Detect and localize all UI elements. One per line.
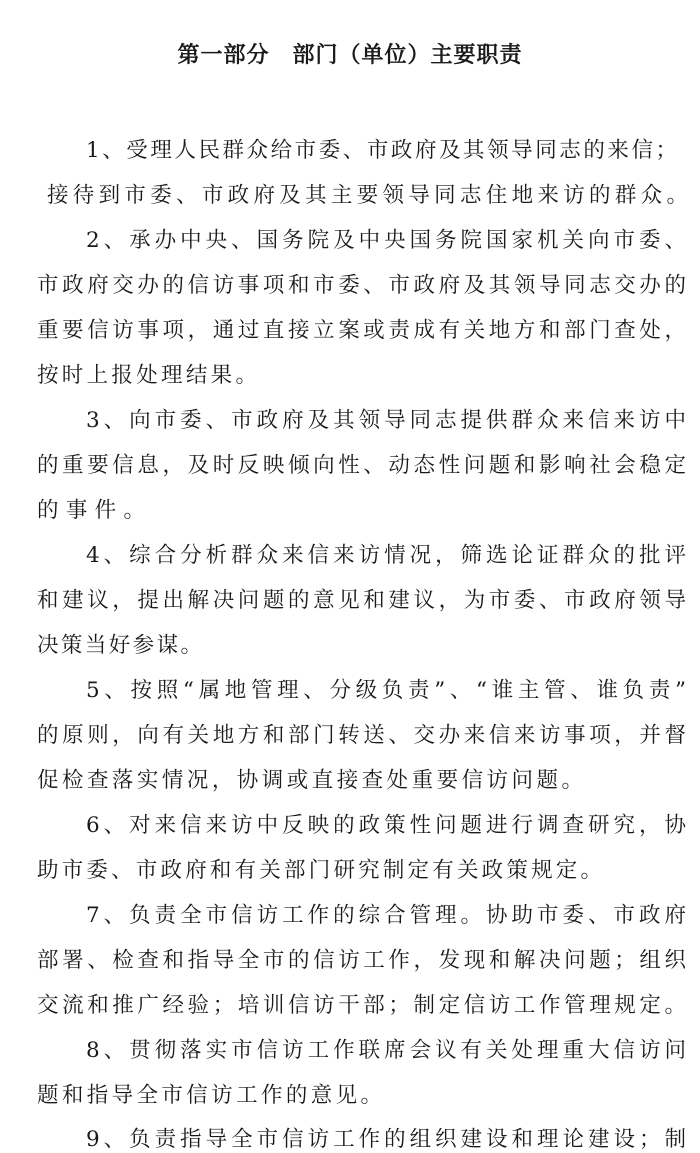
text-line: 题和指导全市信访工作的意见。: [37, 1083, 382, 1108]
text-line: 1、受理人民群众给市委、市政府及其领导同志的来信；: [86, 138, 677, 163]
text-line: 7、负责全市信访工作的综合管理。协助市委、市政府: [86, 903, 686, 928]
text-line: 8、贯彻落实市信访工作联席会议有关处理重大信访问: [86, 1038, 686, 1063]
text-line: 交流和推广经验；培训信访干部；制定信访工作管理规定。: [37, 993, 686, 1018]
text-line: 接待到市委、市政府及其主要领导同志住地来访的群众。: [47, 183, 688, 208]
text-line: 助市委、市政府和有关部门研究制定有关政策规定。: [37, 858, 602, 883]
text-line: 的重要信息，及时反映倾向性、动态性问题和影响社会稳定: [37, 453, 686, 478]
text-line: 的事件。: [37, 498, 145, 523]
text-line: 3、向市委、市政府及其领导同志提供群众来信来访中: [86, 408, 686, 433]
text-line: 重要信访事项，通过直接立案或责成有关地方和部门查处，: [37, 318, 686, 343]
text-line: 和建议，提出解决问题的意见和建议，为市委、市政府领导: [37, 588, 686, 613]
text-line: 部署、检查和指导全市的信访工作，发现和解决问题；组织: [37, 948, 686, 973]
text-line: 2、承办中央、国务院及中央国务院国家机关向市委、: [86, 228, 686, 253]
text-line: 4、综合分析群众来信来访情况，筛选论证群众的批评: [86, 543, 686, 568]
text-line: 市政府交办的信访事项和市委、市政府及其领导同志交办的: [37, 273, 686, 298]
text-line: 的原则，向有关地方和部门转送、交办来信来访事项，并督: [37, 723, 686, 748]
text-line: 按时上报处理结果。: [37, 363, 257, 388]
text-line: 决策当好参谋。: [37, 633, 202, 658]
text-line: 9、负责指导全市信访工作的组织建设和理论建设；制: [86, 1127, 686, 1152]
text-line: 5、按照“属地管理、分级负责”、“谁主管、谁负责”: [86, 678, 686, 703]
page-title: 第一部分 部门（单位）主要职责: [177, 43, 523, 68]
text-line: 促检查落实情况，协调或直接查处重要信访问题。: [37, 768, 583, 793]
text-line: 6、对来信来访中反映的政策性问题进行调查研究，协: [86, 813, 686, 838]
